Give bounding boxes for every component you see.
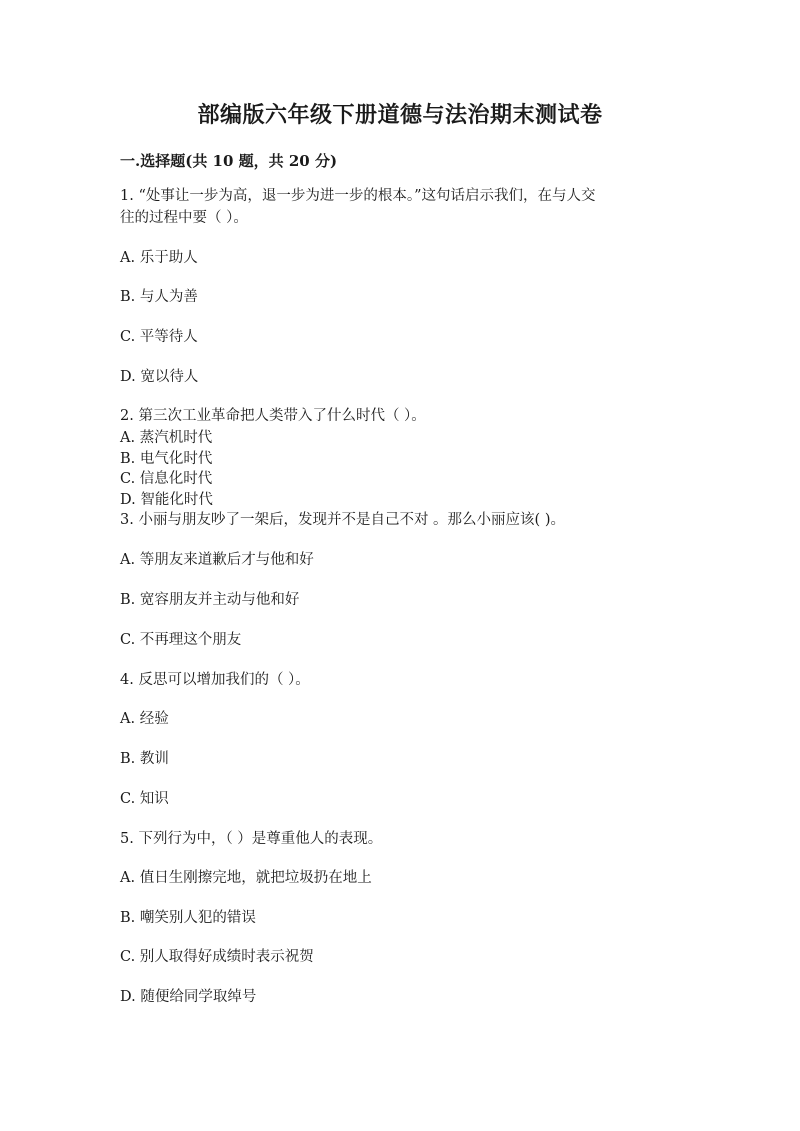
question-5-option-a: A. 值日生刚擦完地，就把垃圾扔在地上 [120,870,372,886]
question-1-option-c: C. 平等待人 [120,329,198,345]
page-title: 部编版六年级下册道德与法治期末测试卷 [197,102,603,128]
question-4-option-c: C. 知识 [120,791,169,807]
question-2-stem: 2. 第三次工业革命把人类带入了什么时代（ ）。 [120,408,426,424]
question-2-option-a: A. 蒸汽机时代 [120,430,213,446]
question-2-option-c: C. 信息化时代 [120,471,213,487]
question-3-option-a: A. 等朋友来道歉后才与他和好 [120,552,314,568]
question-5-stem: 5. 下列行为中，（ ）是尊重他人的表现。 [120,831,383,847]
question-1-option-a: A. 乐于助人 [120,250,198,266]
question-5-option-b: B. 嘲笑别人犯的错误 [120,910,256,926]
question-2-option-b: B. 电气化时代 [120,451,213,467]
question-5-option-c: C. 别人取得好成绩时表示祝贺 [120,949,314,965]
question-3-stem: 3. 小丽与朋友吵了一架后，发现并不是自己不对 。那么小丽应该( )。 [120,512,565,528]
question-1-option-b: B. 与人为善 [120,289,198,305]
question-3-option-b: B. 宽容朋友并主动与他和好 [120,592,300,608]
question-3-option-c: C. 不再理这个朋友 [120,632,242,648]
question-1-stem-line-1: 1. “处事让一步为高，退一步为进一步的根本。”这句话启示我们，在与人交 [120,188,596,204]
section-heading: 一.选择题(共 10 题，共 20 分) [120,152,338,170]
question-2-option-d: D. 智能化时代 [120,492,213,508]
question-4-option-a: A. 经验 [120,711,169,727]
question-1-option-d: D. 宽以待人 [120,369,199,385]
question-4-stem: 4. 反思可以增加我们的（ ）。 [120,672,310,688]
question-5-option-d: D. 随便给同学取绰号 [120,989,257,1005]
question-4-option-b: B. 教训 [120,751,169,767]
question-1-stem-line-2: 往的过程中要（ ）。 [120,210,248,226]
